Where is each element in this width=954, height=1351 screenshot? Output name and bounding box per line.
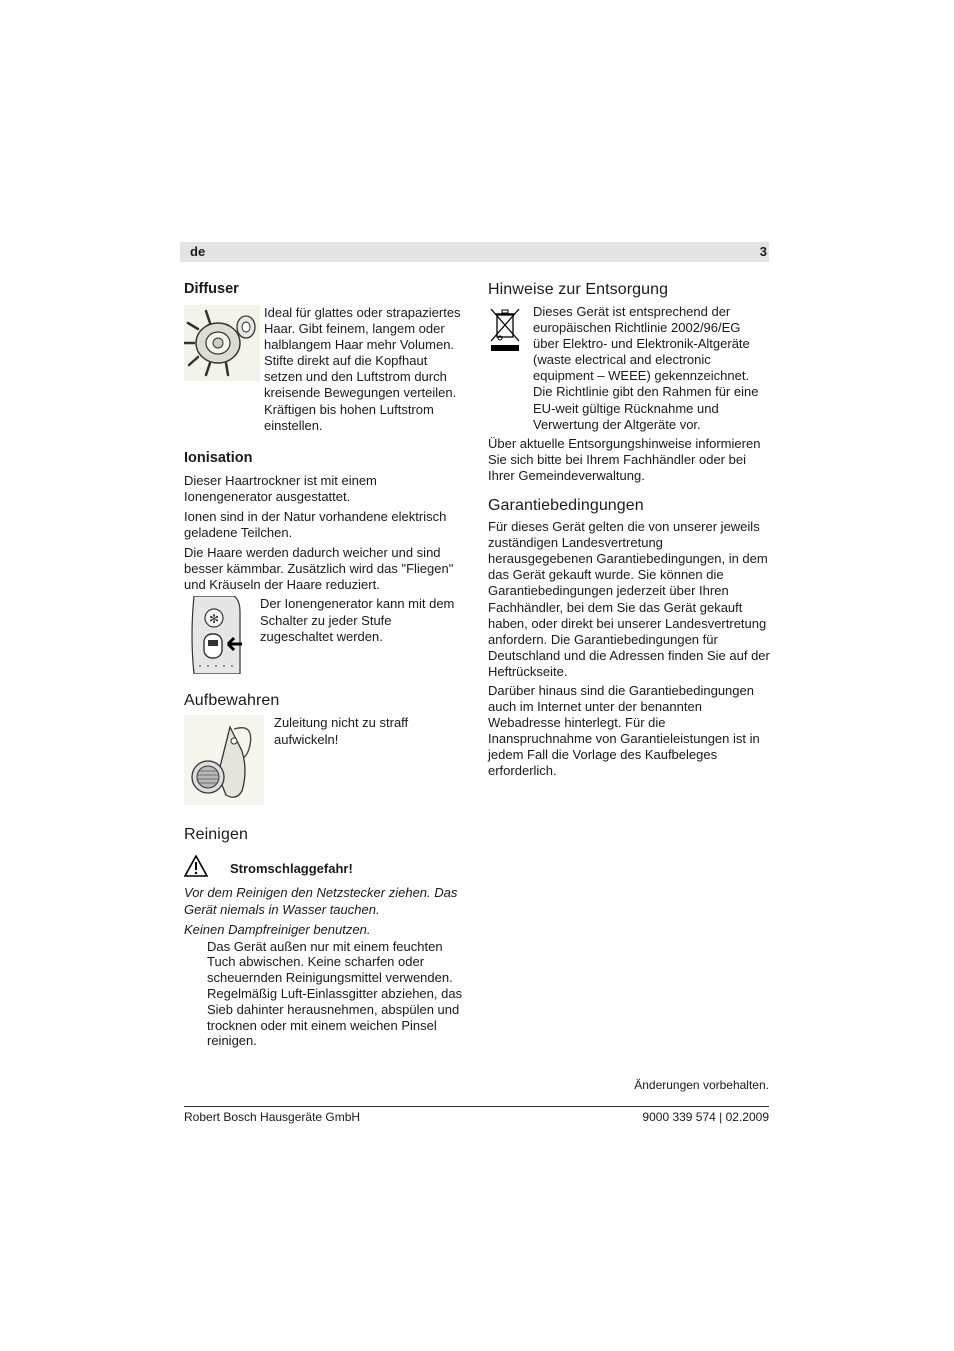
reinigen-heading: Reinigen <box>184 826 248 844</box>
ion-switch-icon <box>184 596 260 679</box>
left-column <box>184 280 466 1049</box>
footer-doc-id: 9000 339 574 | 02.2009 <box>642 1110 769 1124</box>
ionisation-p1: Dieser Haartrockner ist mit einem Ionengenerator ausgestattet. <box>184 472 377 504</box>
language-code: de <box>190 244 206 259</box>
ionisation-heading: Ionisation <box>184 449 253 466</box>
crossed-bin-icon <box>488 304 533 433</box>
reinigen-p1: Das Gerät außen nur mit einem feuchten Tuch abwischen. Keine scharfen oder scheuernden Reinigungsmittel verwenden. <box>207 938 453 985</box>
right-column <box>488 280 770 780</box>
aufbewahren-heading: Aufbewahren <box>184 692 280 710</box>
aufbewahren-text: Zuleitung nicht zu straff aufwickeln! <box>274 715 409 747</box>
steam-cleaner-note: Keinen Dampfreiniger benutzen. <box>184 921 371 937</box>
hairdryer-storage-icon <box>184 715 274 810</box>
diffuser-text: Ideal für glattes oder strapaziertes Haar. Gibt feinem, langem oder halblangem Haar mehr Volumen. Stifte direkt auf die Kopfhaut setzen und den Luftstrom durch kreisende Bewegungen verteilen. Kräftigen bis hohen Luftstrom einstellen. <box>264 305 461 433</box>
diffuser-heading: Diffuser <box>184 281 239 297</box>
footer-note: Änderungen vorbehalten. <box>634 1078 769 1092</box>
ionisation-switch-block <box>184 596 466 679</box>
garantie-heading: Garantiebedingungen <box>488 497 644 515</box>
header-bar <box>180 242 769 262</box>
warning-triangle-icon <box>184 855 208 882</box>
warning-label: Stromschlaggefahr! <box>230 861 353 877</box>
garantie-p1: Für dieses Gerät gelten die von unserer jeweils zuständigen Landesvertretung herausgegebenen Garantiebedingungen, in dem das Gerät gekauft wurde. Sie können die Garantiebedingungen jederzeit über Ihren Fachhändler, bei dem Sie das Gerät gekauft haben, oder direkt bei unserer Landesvertretung anfordern. Die Garantiebedingungen für Deutschland und die Adressen finden Sie auf der Heftrückseite. <box>488 519 770 679</box>
entsorgung-block <box>488 304 770 433</box>
aufbewahren-block <box>184 715 466 810</box>
footer-divider <box>184 1106 769 1107</box>
page-number: 3 <box>759 244 767 259</box>
ionisation-p3: Die Haare werden dadurch weicher und sind besser kämmbar. Zusätzlich wird das "Fliegen" und Kräuseln der Haare reduziert. <box>184 545 454 593</box>
warning-row <box>184 855 466 882</box>
ionisation-p2: Ionen sind in der Natur vorhandene elektrisch geladene Teilchen. <box>184 508 447 541</box>
entsorgung-p1: Dieses Gerät ist entsprechend der europäischen Richtlinie 2002/96/EG über Elektro- und Elektronik-Altgeräte (waste electrical and electronic equipment – WEEE) gekennzeichnet. Die Richtlinie gibt den Rahmen für eine EU-weit gültige Rücknahme und Verwertung der Altgeräte vor. <box>533 304 759 432</box>
warning-text: Vor dem Reinigen den Netzstecker ziehen. Das Gerät niemals in Wasser tauchen. <box>184 885 458 917</box>
svg-text:✻: ✻ <box>208 612 220 627</box>
entsorgung-heading: Hinweise zur Entsorgung <box>488 281 669 298</box>
diffuser-attachment-icon <box>184 305 264 434</box>
footer-company: Robert Bosch Hausgeräte GmbH <box>184 1110 361 1124</box>
ionisation-p4: Der Ionengenerator kann mit dem Schalter zu jeder Stufe zugeschaltet werden. <box>260 596 455 644</box>
entsorgung-p2: Über aktuelle Entsorgungshinweise informieren Sie sich bitte bei Ihrem Fachhändler oder bei Ihrer Gemeindeverwaltung. <box>488 435 761 483</box>
reinigen-p2: Regelmäßig Luft-Einlassgitter abziehen, das Sieb dahinter herausnehmen, abspülen und trocknen oder mit einem weichen Pinsel reinigen. <box>207 986 463 1049</box>
diffuser-block <box>184 305 466 434</box>
garantie-p2: Darüber hinaus sind die Garantiebedingungen auch im Internet unter der benannten Webadresse hinterlegt. Für die Inanspruchnahme von Garantieleistungen ist in jedem Fall die Vorlage des Kaufbeleges erforderlich. <box>488 682 760 779</box>
